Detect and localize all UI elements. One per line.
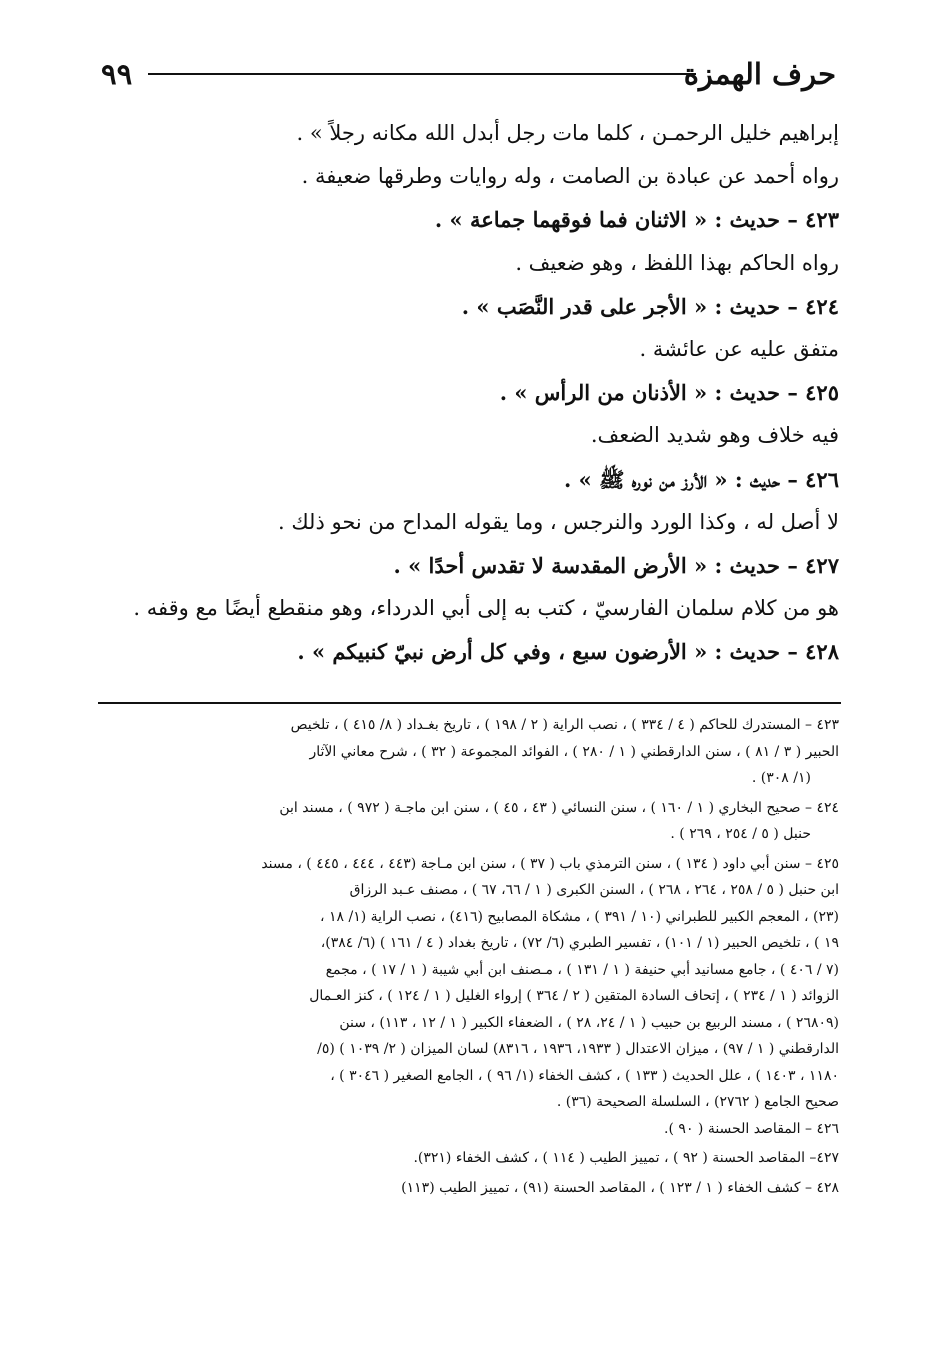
hadith-heading-425: ٤٢٥ – حديث : « الأذنان من الرأس » .	[499, 380, 839, 406]
footnotes	[99, 712, 839, 1201]
footnote-line: (٢٦٨٠٩ ) ، مسند الربيع بن حبيب ( ١ / ٢٤، ٢٨ ) ، الضعفاء الكبير ( ١ / ١٢ ، ١١٣) ، سنن	[339, 1014, 839, 1031]
footnote-line: الدارقطني ( ١ / ٩٧) ، ميزان الاعتدال ( ١٩٣٣، ١٩٣٦ ، ٨٣١٦) لسان الميزان ( ٢/ ١٠٣٩ ) (٥/	[317, 1041, 839, 1057]
footnote-428: ٤٢٨ – كشف الخفاء ( ١ / ١٢٣ ) ، المقاصد الحسنة (٩١) ، تمييز الطيب (١١٣)	[401, 1179, 839, 1196]
main-text	[99, 112, 839, 673]
hadith-heading-427: ٤٢٧ – حديث : « الأرض المقدسة لا تقدس أحدًا » .	[393, 552, 839, 578]
page-number: ٩٩	[101, 57, 133, 91]
footnote-424: ٤٢٤ – صحيح البخاري ( ١ / ١٦٠ ) ، سنن النسائي ( ٤٣ ، ٤٥ ) ، سنن ابن ماجـة ( ٩٧٢ ) ، مسند ابن	[279, 799, 839, 816]
footnote-line: حنبل ( ٥ / ٢٥٤ ، ٢٦٩ ) .	[670, 826, 811, 842]
footnote-line: الحبير ( ٣ / ٨١ ) ، سنن الدارقطني ( ١ / ٢٨٠ ) ، الفوائد المجموعة ( ٣٢ ) ، شرح معاني الآثار	[309, 743, 839, 760]
hadith-heading-424: ٤٢٤ – حديث : « الأجر على قدر النَّصَب » .	[461, 293, 839, 319]
footnote-426: ٤٢٦ – المقاصد الحسنة ( ٩٠ ).	[664, 1120, 839, 1137]
text-line: هو من كلام سلمان الفارسيّ ، كتب به إلى أبي الدرداء، وهو منقطع أيضًا مع وقفه .	[133, 596, 839, 621]
text-line: متفق عليه عن عائشة .	[639, 336, 839, 361]
footnote-line: ١١٨٠ ، ١٤٠٣ ) ، علل الحديث ( ١٣٣ ) ، كشف الخفاء (١/ ٩٦ ) ، الجامع الصغير ( ٣٠٤٦ ) ،	[330, 1067, 839, 1084]
text-line: رواه الحاكم بهذا اللفظ ، وهو ضعيف .	[515, 250, 839, 275]
header-rule	[148, 73, 696, 75]
text-line: لا أصل له ، وكذا الورد والنرجس ، وما يقوله المداح من نحو ذلك .	[278, 509, 839, 534]
footnote-423: ٤٢٣ – المستدرك للحاكم ( ٤ / ٣٣٤ ) ، نصب الراية ( ٢ / ١٩٨ ) ، تاريخ بغـداد ( ٨/ ٤١٥ ) ، تلخيص	[290, 717, 839, 733]
footnote-425: ٤٢٥ – سنن أبي داود ( ١٣٤ ) ، سنن الترمذي باب ( ٣٧ ) ، سنن ابن مـاجة (٤٤٣ ، ٤٤٤ ، ٤٤٥ ) ، مسند	[261, 855, 839, 872]
footnote-line: ١٩ ) ، تلخيص الحبير (١ / ١٠١) ، تفسير الطبري (٦/ ٧٢) ، تاريخ بغداد ( ٤ / ١٦١ ) (٦/ ٣٨٤)،	[320, 935, 839, 951]
footnote-separator	[98, 702, 841, 704]
hadith-heading-423: ٤٢٣ – حديث : « الاثنان فما فوقهما جماعة » .	[434, 207, 839, 233]
footnote-line: صحيح الجامع ( ٢٧٦٢) ، السلسلة الصحيحة (٣٦) .	[556, 1094, 839, 1110]
footnote-line: ابن حنبل ( ٥ / ٢٥٨ ، ٢٦٤ ، ٢٦٨ ) ، السنن الكبرى ( ١ / ٦٦، ٦٧ ) ، مصنف عـبد الرزاق	[349, 882, 839, 898]
hadith-heading-426: ٤٢٦ – حديث : « الأرز من نوره ﷺ » .	[564, 466, 839, 492]
footnote-line: الزوائد ( ١ / ٢٣٤ ) ، إتحاف السادة المتقين ( ٢ / ٣٦٤ ) إرواء الغليل ( ١ / ١٢٤ ) ، كنز العـمال	[309, 988, 839, 1004]
text-line: فيه خلاف وهو شديد الضعف.	[590, 423, 839, 448]
text-line: إبراهيم خليل الرحمـن ، كلما مات رجل أبدل الله مكانه رجلاً » .	[296, 121, 839, 145]
hadith-heading-428: ٤٢٨ – حديث : « الأرضون سبع ، وفي كل أرض نبيّ كنبيكم » .	[297, 639, 839, 665]
footnote-line: (٧ / ٤٠٦ ) ، جامع مسانيد أبي حنيفة ( ١ / ١٣١ ) ، مـصنف ابن أبي شيبة ( ١ / ١٧ ) ، مجمع	[325, 961, 839, 978]
footnote-line: (١/ ٣٠٨) .	[751, 770, 811, 786]
footnote-427: ٤٢٧– المقاصد الحسنة ( ٩٢ ) ، تمييز الطيب ( ١١٤ ) ، كشف الخفاء (٣٢١).	[413, 1150, 839, 1166]
text-line: رواه أحمد عن عبادة بن الصامت ، وله روايات وطرقها ضعيفة .	[301, 164, 839, 189]
footnote-line: (٢٣) ، المعجم الكبير للطبراني (١٠ / ٣٩١ ) ، مشكاة المصابيح (٤١٦) ، نصب الراية (١/ ١٨ ،	[320, 908, 839, 925]
running-header-title: حرف الهمزة	[683, 57, 836, 91]
